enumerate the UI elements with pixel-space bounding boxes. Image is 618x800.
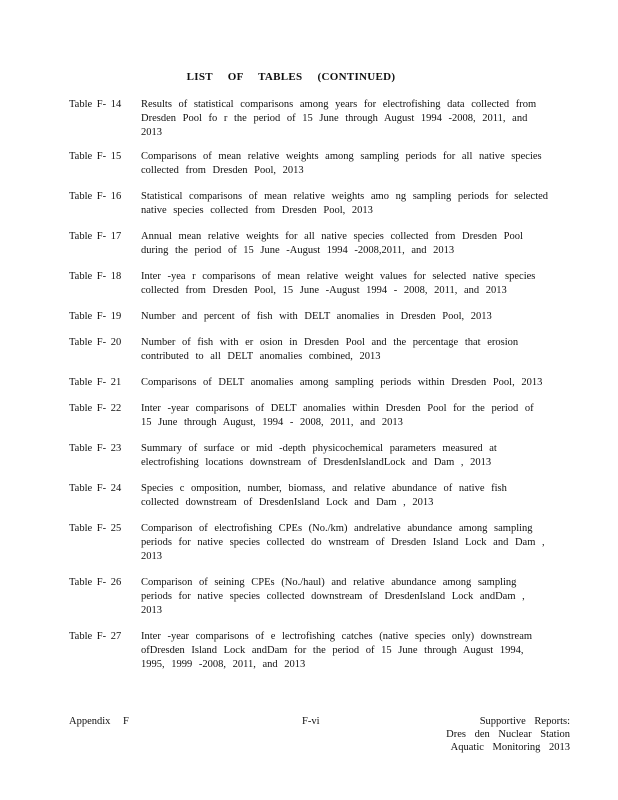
list-item <box>69 482 549 510</box>
table-caption: Summary of surface or mid -depth physicochemical parameters measured at electrofishing locations downstream of DresdenIslandLock and Dam , 2013 <box>141 443 497 468</box>
table-caption: Inter -year comparisons of DELT anomalies within Dresden Pool for the period of 15 June through August, 1994 - 2008, 2011, and 2013 <box>141 403 534 428</box>
table-number: Table F- 24 <box>69 483 122 494</box>
list-item <box>69 230 549 258</box>
table-caption: Number of fish with er osion in Dresden Pool and the percentage that erosion contributed to all DELT anomalies combined, 2013 <box>141 337 519 362</box>
list-item <box>69 576 549 618</box>
table-number: Table F- 21 <box>69 377 122 388</box>
list-item <box>69 150 549 178</box>
list-item <box>69 376 549 390</box>
table-caption: Comparison of electrofishing CPEs (No./km) andrelative abundance among sampling periods for native species collected do wnstream of Dresden Island Lock and Dam , 2013 <box>141 523 545 562</box>
table-number: Table F- 14 <box>69 99 122 110</box>
list-item <box>69 98 549 140</box>
table-number: Table F- 27 <box>69 631 122 642</box>
footer-report-line: Aquatic Monitoring 2013 <box>450 742 570 753</box>
list-item <box>69 522 549 564</box>
table-caption: Comparisons of mean relative weights among sampling periods for all native species collected from Dresden Pool, 2013 <box>141 151 542 176</box>
table-caption: Annual mean relative weights for all native species collected from Dresden Pool during the period of 15 June -August 1994 -2008,2011, and 2013 <box>141 231 523 256</box>
table-number: Table F- 15 <box>69 151 122 162</box>
list-item <box>69 270 549 298</box>
footer-report-line: Dres den Nuclear Station <box>446 729 570 740</box>
table-caption: Number and percent of fish with DELT anomalies in Dresden Pool, 2013 <box>141 311 492 322</box>
table-caption: Inter -year comparisons of e lectrofishing catches (native species only) downstream ofDresden Island Lock andDam for the period of 15 June through August 1994, 1995, 1999 -2008, 2011, and 2013 <box>141 631 533 670</box>
table-caption: Inter -yea r comparisons of mean relative weight values for selected native species collected from Dresden Pool, 15 June -August 1994 - 2008, 2011, and 2013 <box>141 271 536 296</box>
footer-appendix-label: Appendix F <box>69 716 129 727</box>
footer-report-info <box>446 715 570 754</box>
table-number: Table F- 16 <box>69 191 122 202</box>
list-item <box>69 336 549 364</box>
list-item <box>69 442 549 470</box>
table-number: Table F- 22 <box>69 403 122 414</box>
list-item <box>69 630 549 672</box>
table-caption: Species c omposition, number, biomass, and relative abundance of native fish collected downstream of DresdenIsland Lock and Dam , 2013 <box>141 483 507 508</box>
table-number: Table F- 26 <box>69 577 122 588</box>
page-title: LIST OF TABLES (CONTINUED) <box>186 71 396 83</box>
footer-report-line: Supportive Reports: <box>479 716 570 727</box>
list-item <box>69 310 549 324</box>
table-number: Table F- 17 <box>69 231 122 242</box>
list-item <box>69 190 549 218</box>
table-list <box>69 98 549 672</box>
table-number: Table F- 19 <box>69 311 122 322</box>
page-number: F-vi <box>302 716 320 727</box>
list-item <box>69 402 549 430</box>
table-caption: Comparisons of DELT anomalies among sampling periods within Dresden Pool, 2013 <box>141 377 543 388</box>
table-caption: Results of statistical comparisons among years for electrofishing data collected from Dresden Pool fo r the period of 15 June through August 1994 -2008, 2011, and 2013 <box>141 99 537 138</box>
table-caption: Statistical comparisons of mean relative weights amo ng sampling periods for selected native species collected from Dresden Pool, 2013 <box>141 191 549 216</box>
table-caption: Comparison of seining CPEs (No./haul) and relative abundance among sampling periods for native species collected downstream of DresdenIsland Lock andDam , 2013 <box>141 577 525 616</box>
table-number: Table F- 20 <box>69 337 122 348</box>
table-number: Table F- 23 <box>69 443 122 454</box>
table-number: Table F- 25 <box>69 523 122 534</box>
table-number: Table F- 18 <box>69 271 122 282</box>
